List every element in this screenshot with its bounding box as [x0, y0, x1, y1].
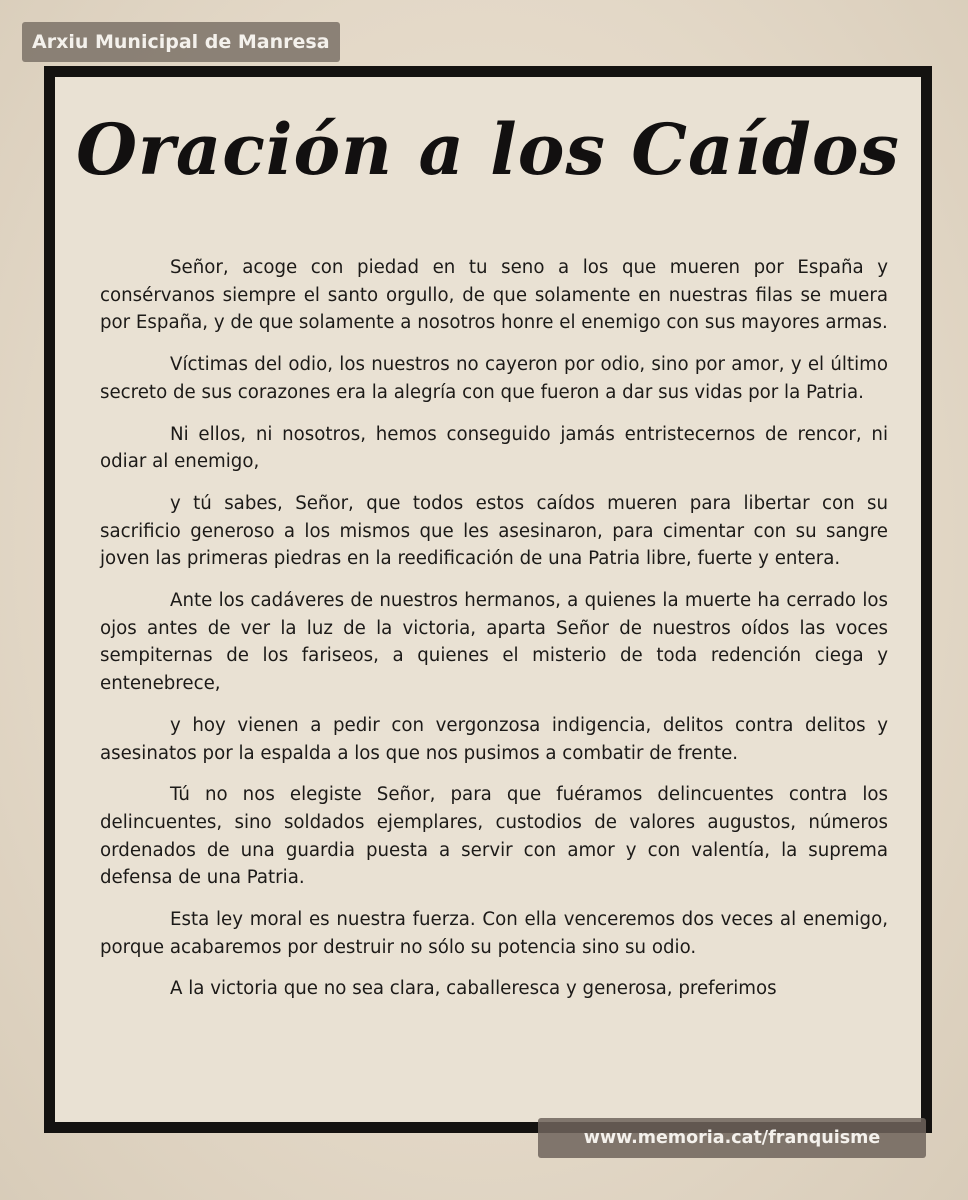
paragraph: Ni ellos, ni nosotros, hemos conseguido jamás entristecernos de rencor, ni odiar al enemigo, [100, 423, 888, 473]
paragraph: Esta ley moral es nuestra fuerza. Con ella venceremos dos veces al enemigo, porque acabaremos por destruir no sólo su potencia sino su odio. [100, 909, 888, 958]
prayer-text [100, 254, 888, 1017]
website-watermark: www.memoria.cat/franquisme [538, 1118, 926, 1158]
paragraph: y hoy vienen a pedir con vergonzosa indigencia, delitos contra delitos y asesinatos por la espalda a los que nos pusimos a combatir de frente. [100, 714, 888, 764]
paragraph: Tú no nos elegiste Señor, para que fuéramos delincuentes contra los delincuentes, sino soldados ejemplares, custodios de valores augustos, números ordenados de una guardia puesta a servir con amor y con valentía, la suprema defensa de una Patria. [100, 784, 888, 889]
paragraph: Víctimas del odio, los nuestros no cayeron por odio, sino por amor, y el último secreto de sus corazones era la alegría con que fueron a dar sus vidas por la Patria. [100, 354, 888, 403]
document-title: Oración a los Caídos [76, 108, 900, 191]
paragraph: A la victoria que no sea clara, caballeresca y generosa, preferimos [170, 978, 777, 1000]
document-frame [44, 66, 932, 1133]
archive-watermark: Arxiu Municipal de Manresa [22, 22, 340, 62]
paragraph: Señor, acoge con piedad en tu seno a los que mueren por España y consérvanos siempre el santo orgullo, de que solamente en nuestras filas se muera por España, y de que solamente a nosotros honre el enemigo con sus mayores armas. [100, 257, 888, 334]
paragraph: Ante los cadáveres de nuestros hermanos, a quienes la muerte ha cerrado los ojos antes de ver la luz de la victoria, aparta Señor de nuestros oídos las voces sempiternas de los fariseos, a quienes el misterio de toda redención ciega y entenebrece, [100, 590, 888, 695]
paragraph: y tú sabes, Señor, que todos estos caídos mueren para libertar con su sacrificio generoso a los mismos que les asesinaron, para cimentar con su sangre joven las primeras piedras en la reedificación de una Patria libre, fuerte y entera. [100, 492, 888, 570]
